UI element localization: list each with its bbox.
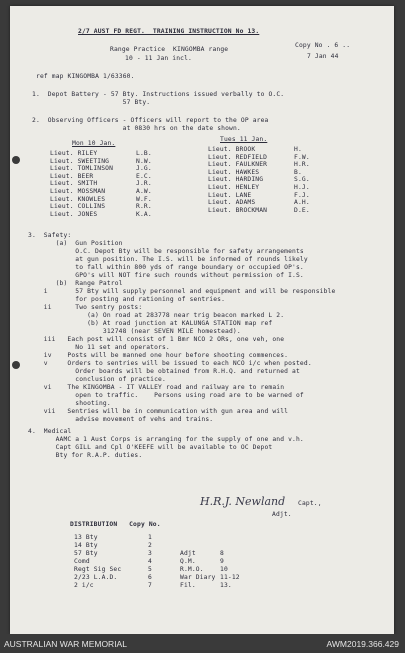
officer-name: Lieut. KNOWLES: [50, 195, 106, 203]
officer-name: Lieut. HARDING: [208, 176, 264, 184]
distribution-recipient: 2/23 L.A.D.: [74, 574, 118, 581]
distribution-header: DISTRIBUTION Copy No.: [70, 521, 161, 528]
officer-name: Lieut. BROCKMAN: [208, 206, 268, 214]
officer-initials: D.E.: [294, 206, 310, 214]
distribution-recipient: War Diary: [180, 574, 216, 581]
safety-line: i 57 Bty will supply personnel and equipment and will be responsible: [28, 288, 336, 295]
safety-line: at gun position. The I.S. will be informed of rounds likely: [28, 256, 308, 263]
safety-line: Order boards will be obtained from R.H.Q. and returned at: [28, 368, 300, 375]
officer-name: Lieut. LANE: [208, 191, 252, 199]
distribution-recipient: 14 Bty: [74, 542, 98, 549]
officer-initials: S.G.: [294, 176, 310, 184]
officer-name: Lieut. HAWKES: [208, 168, 260, 176]
copy-date: 7 Jan 44: [307, 53, 339, 60]
distribution-recipient: 2 i/c: [74, 582, 94, 589]
officer-name: Lieut. REDFIELD: [208, 153, 268, 161]
distribution-recipient: 57 Bty: [74, 550, 98, 557]
para-1-line: 1. Depot Battery - 57 Bty. Instructions issued verbally to O.C.: [32, 91, 285, 98]
distribution-copy-number: 5: [148, 566, 152, 573]
safety-line: conclusion of practice.: [28, 376, 166, 383]
day-1-title: Mon 10 Jan.: [72, 140, 116, 147]
range-line-2: 10 - 11 Jan incl.: [125, 55, 192, 62]
officer-name: Lieut. TOMLINSON: [50, 165, 114, 173]
safety-line: to fall within 800 yds of range boundary or occupied OP's.: [28, 264, 304, 271]
officer-name: Lieut. HENLEY: [208, 184, 260, 191]
safety-line: advise movement of vehs and trains.: [28, 416, 214, 423]
distribution-recipient: Fil.: [180, 582, 196, 589]
footer-source: AUSTRALIAN WAR MEMORIAL: [4, 639, 127, 649]
safety-line: vii Sentries will be in communication with gun area and will: [28, 408, 289, 415]
distribution-recipient: Regt Sig Sec: [74, 566, 122, 573]
safety-line: v Orders to sentries will be issued to each NCO i/c when posted.: [28, 360, 312, 367]
safety-line: ii Two sentry posts:: [28, 304, 143, 311]
punch-hole: [12, 361, 20, 369]
safety-line: No 11 set and operators.: [28, 344, 170, 351]
distribution-copy-number: 2: [148, 542, 152, 549]
document-title: 2/7 AUST FD REGT. TRAINING INSTRUCTION No 13.: [78, 28, 260, 35]
safety-line: O.C. Depot Bty will be responsible for safety arrangements: [28, 248, 304, 255]
para-2-line: 2. Observing Officers - Officers will report to the OP area: [32, 117, 269, 124]
safety-line: shooting.: [28, 400, 111, 407]
officer-initials: F.W.: [294, 153, 310, 161]
distribution-copy-number: 10: [220, 566, 228, 573]
distribution-recipient: Adjt: [180, 550, 196, 557]
signature: H.R.J. Newland: [200, 495, 286, 508]
officer-name: Lieut. BROOK: [208, 146, 256, 153]
safety-line: (b) At road junction at KALUNGA STATION map ref: [28, 320, 273, 327]
safety-line: open to traffic. Persons using road are to be warned of: [28, 392, 304, 399]
distribution-copy-number: 13.: [220, 582, 232, 589]
distribution-copy-number: 6: [148, 574, 152, 581]
footer-reference: AWM2019.366.429: [326, 639, 399, 649]
officer-initials: N.W.: [136, 157, 152, 165]
safety-line: 312748 (near SEVEN MILE homestead).: [28, 328, 241, 335]
day-2-title: Tues 11 Jan.: [220, 136, 268, 143]
distribution-copy-number: 7: [148, 582, 152, 589]
signature-rank: Capt.,: [298, 500, 322, 507]
para-2-line: at 0830 hrs on the date shown.: [32, 125, 241, 132]
medical-line: 4. Medical: [28, 428, 72, 435]
officer-initials: F.J.: [294, 191, 310, 199]
distribution-copy-number: 9: [220, 558, 224, 565]
safety-line: iii Each post will consist of 1 Bmr NCO 2 ORs, one veh, one: [28, 336, 285, 343]
officer-name: Lieut. BEER: [50, 172, 94, 180]
officer-initials: K.A.: [136, 210, 152, 218]
document-page: [10, 6, 394, 634]
officer-initials: E.C.: [136, 172, 152, 180]
distribution-copy-number: 4: [148, 558, 152, 565]
distribution-recipient: Comd: [74, 558, 90, 565]
distribution-copy-number: 3: [148, 550, 152, 557]
distribution-copy-number: 11-12: [220, 574, 240, 581]
safety-line: iv Posts will be manned one hour before shooting commences.: [28, 352, 289, 359]
officer-initials: J.R.: [136, 180, 152, 188]
officer-name: Lieut. ADAMS: [208, 199, 256, 207]
officer-initials: J.G.: [136, 165, 152, 173]
safety-line: (b) Range Patrol: [28, 280, 123, 287]
copy-number: Copy No . 6 ..: [295, 42, 351, 49]
distribution-recipient: 13 Bty: [74, 534, 98, 541]
officer-initials: H.J.: [294, 184, 310, 191]
distribution-recipient: Q.M.: [180, 558, 196, 565]
safety-line: 3. Safety:: [28, 232, 72, 239]
officer-initials: B.: [294, 168, 302, 176]
medical-line: AAMC a 1 Aust Corps is arranging for the supply of one and v.h.: [28, 436, 304, 443]
range-line-1: Range Practice KINGOMBA range: [110, 46, 229, 53]
officer-name: Lieut. SMITH: [50, 180, 98, 188]
officer-initials: W.F.: [136, 195, 152, 203]
officer-name: Lieut. MOSSMAN: [50, 188, 106, 195]
officer-initials: A.W.: [136, 188, 152, 195]
officer-name: Lieut. RILEY: [50, 150, 98, 157]
distribution-copy-number: 1: [148, 534, 152, 541]
para-1-line: 57 Bty.: [32, 99, 151, 106]
officer-name: Lieut. SWEETING: [50, 157, 110, 165]
medical-line: Capt GILL and Cpl O'KEEFE will be available to OC Depot: [28, 444, 273, 451]
officer-name: Lieut. COLLINS: [50, 203, 106, 211]
medical-line: Bty for R.A.P. duties.: [28, 452, 143, 459]
punch-hole: [12, 156, 20, 164]
signature-role: Adjt.: [272, 511, 292, 518]
officer-initials: H.R.: [294, 161, 310, 169]
distribution-recipient: R.M.O.: [180, 566, 204, 573]
safety-line: vi The KINGOMBA - IT VALLEY road and railway are to remain: [28, 384, 285, 391]
officer-name: Lieut. FAULKNER: [208, 161, 268, 169]
officer-initials: H.: [294, 146, 302, 153]
officer-initials: L.B.: [136, 150, 152, 157]
officer-name: Lieut. JONES: [50, 210, 98, 218]
officer-initials: R.R.: [136, 203, 152, 211]
safety-line: for posting and rationing of sentries.: [28, 296, 226, 303]
distribution-copy-number: 8: [220, 550, 224, 557]
safety-line: (a) On road at 283778 near trig beacon marked L 2.: [28, 312, 285, 319]
ref-map: ref map KINGOMBA 1/63360.: [36, 73, 135, 80]
officer-initials: A.H.: [294, 199, 310, 207]
safety-line: GPO's will NOT fire such rounds without permission of I.S.: [28, 272, 304, 279]
safety-line: (a) Gun Position: [28, 240, 123, 247]
archive-footer: [0, 634, 405, 653]
